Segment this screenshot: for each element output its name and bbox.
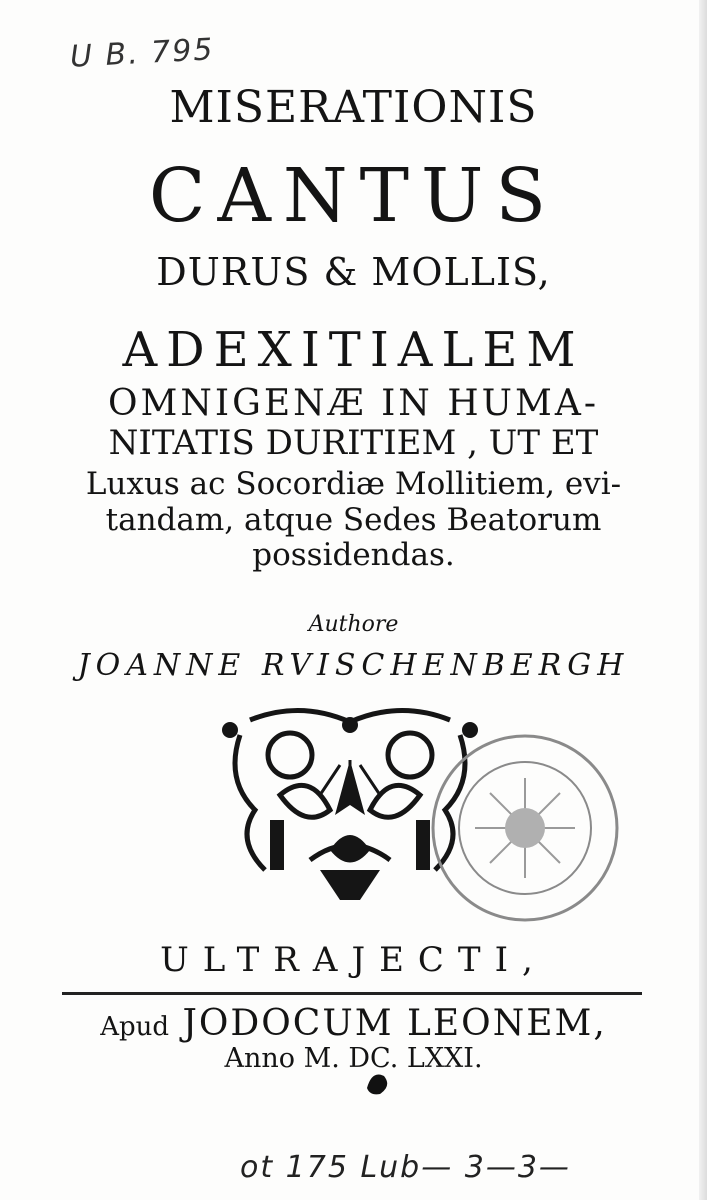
subtitle-line-2: OMNIGENÆ IN HUMA- bbox=[107, 383, 600, 424]
subtitle-line-4: Luxus ac Socordiæ Mollitiem, evi- bbox=[85, 466, 622, 502]
imprint-apud: Apud bbox=[100, 1012, 170, 1042]
subtitle-line-6: possidendas. bbox=[252, 537, 455, 573]
handwritten-note: ot 175 Lub— 3—3— bbox=[240, 1150, 571, 1185]
title-line-3: DURUS & MOLLIS, bbox=[156, 250, 551, 294]
subtitle-line-5: tandam, atque Sedes Beatorum bbox=[105, 502, 602, 538]
subtitle-line-3: NITATIS DURITIEM , UT ET bbox=[108, 423, 599, 463]
title-line-1: MISERATIONIS bbox=[169, 82, 538, 133]
imprint-year: Anno M. DC. LXXI. bbox=[224, 1043, 483, 1074]
imprint-rule bbox=[62, 992, 642, 995]
author-label: Authore bbox=[308, 612, 399, 637]
imprint-city: ULTRAJECTI, bbox=[160, 940, 547, 980]
handwritten-shelfmark: U B. 795 bbox=[69, 32, 216, 75]
imprint-printer-line bbox=[0, 1003, 707, 1044]
title-line-2: CANTUS bbox=[148, 153, 559, 239]
ink-blot bbox=[362, 1068, 392, 1098]
imprint-printer: JODOCUM LEONEM, bbox=[182, 1003, 607, 1044]
subtitle-line-1: ADEXITIALEM bbox=[122, 322, 585, 378]
author-name: JOANNE RVISCHENBERGH bbox=[77, 648, 630, 683]
library-stamp bbox=[425, 728, 625, 928]
